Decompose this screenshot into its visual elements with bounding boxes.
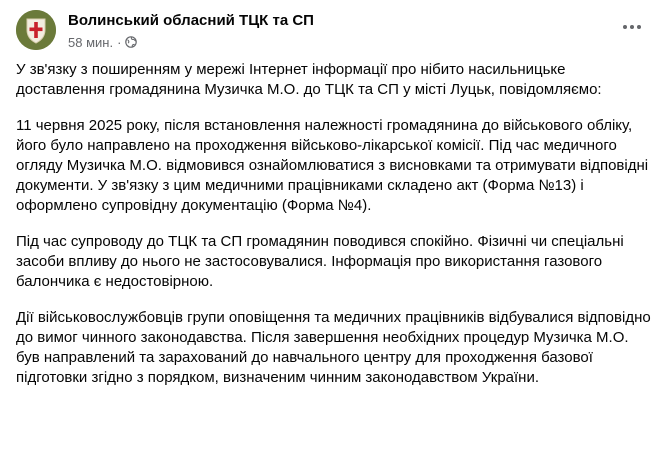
- more-horizontal-icon: [622, 24, 642, 30]
- post-paragraph: Дії військовослужбовців групи оповіщення та медичних працівників відбувалися відповідно до вимог чинного законодавства. Після завершення необхідних процедур Музичка М.О. був направлений та зарахований до навчального центру для проходження базової підготовки згідно з порядком, визначеним чинним законодавством України.: [16, 309, 651, 386]
- post-time[interactable]: 58 мин.: [68, 34, 114, 50]
- more-options-button[interactable]: [618, 14, 646, 42]
- post-meta: [68, 34, 137, 50]
- shield-emblem-icon: [16, 10, 56, 50]
- meta-separator: ·: [117, 34, 122, 50]
- avatar[interactable]: [16, 10, 56, 50]
- post-header: [16, 10, 656, 54]
- globe-icon: [125, 36, 137, 48]
- post-paragraph: Під час супроводу до ТЦК та СП громадянин поводився спокійно. Фізичні чи спеціальні засоби впливу до нього не застосовувалися. Інформація про використання газового балончика є недостовірною.: [16, 233, 624, 290]
- post-paragraph: 11 червня 2025 року, після встановлення належності громадянина до військового обліку, його було направлено на проходження військово-лікарської комісії. Під час медичного огляду Музичка М.О. відмовився ознайомлюватися з висновками та отримувати відповідні документи. У зв'язку з цим медичними працівниками складено акт (Форма №13) і оформлено супровідну документацію (Форма №4).: [16, 117, 649, 214]
- post-text: [16, 60, 656, 404]
- page-name[interactable]: Волинський обласний ТЦК та СП: [68, 12, 314, 29]
- post-paragraph: У зв'язку з поширенням у мережі Інтернет інформації про нібито насильницьке доставлення громадянина Музичка М.О. до ТЦК та СП у місті Луцьк, повідомляємо:: [16, 61, 602, 98]
